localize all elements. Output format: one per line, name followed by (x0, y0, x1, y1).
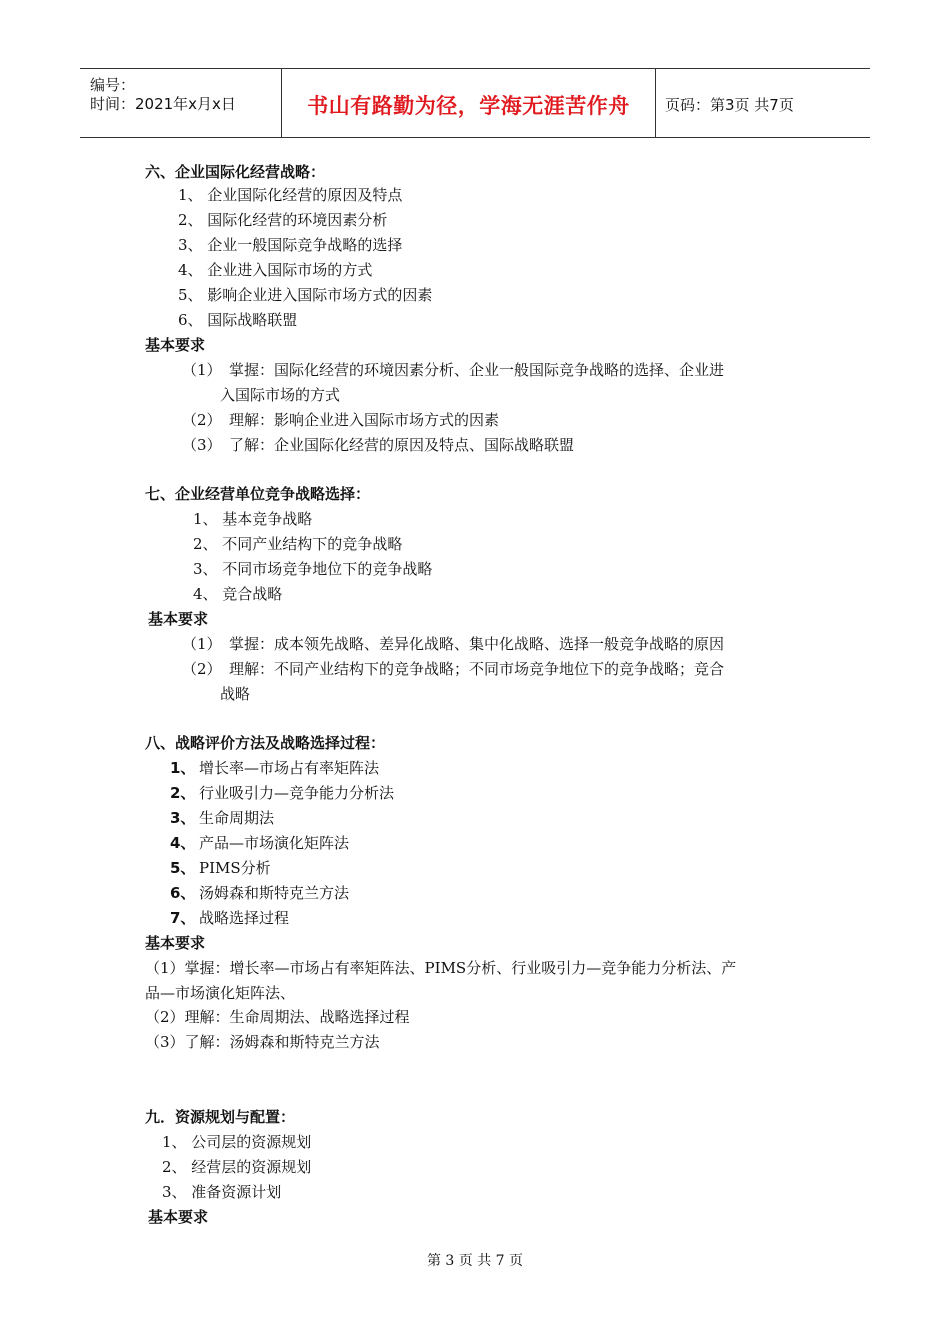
section-7-requirements-title: 基本要求 (148, 610, 209, 628)
list-number: 1、 (170, 759, 196, 777)
list-item: 汤姆森和斯特克兰方法 (199, 884, 350, 902)
section-7-title: 七、企业经营单位竞争战略选择： (145, 485, 371, 503)
list-number: 5、 (170, 859, 196, 877)
list-number: 7、 (170, 909, 196, 927)
list-number: 2、 (170, 784, 196, 802)
list-item: 1、 公司层的资源规划 (162, 1133, 312, 1151)
section-6-requirements-title: 基本要求 (145, 336, 206, 354)
list-item: 2、 不同产业结构下的竞争战略 (193, 535, 403, 553)
requirement-line: （1） 掌握：国际化经营的环境因素分析、企业一般国际竞争战略的选择、企业进 (182, 361, 725, 379)
list-item: 5、 影响企业进入国际市场方式的因素 (178, 286, 433, 304)
list-item: 增长率—市场占有率矩阵法 (199, 759, 380, 777)
motto: 书山有路勤为径，学海无涯苦作舟 (307, 94, 630, 118)
list-item: 4、 竞合战略 (193, 585, 283, 603)
requirement-line: （3）了解：汤姆森和斯特克兰方法 (145, 1033, 380, 1051)
list-item: 6、 国际战略联盟 (178, 311, 298, 329)
list-item: 3、 企业一般国际竞争战略的选择 (178, 236, 403, 254)
page-header (80, 68, 870, 138)
list-number: 4、 (170, 834, 196, 852)
header-motto-cell (281, 69, 656, 137)
list-item: PIMS分析 (199, 859, 271, 877)
section-8-title: 八、战略评价方法及战略选择过程： (145, 734, 386, 752)
requirement-line: （1） 掌握：成本领先战略、差异化战略、集中化战略、选择一般竞争战略的原因 (182, 635, 725, 653)
header-right-cell (655, 69, 870, 137)
number-label: 编号： (90, 76, 136, 94)
requirement-line: 战略 (220, 685, 251, 703)
page-info: 页码：第3页 共7页 (665, 96, 794, 114)
header-left-cell (80, 69, 281, 137)
list-item: 生命周期法 (199, 809, 275, 827)
section-6-title: 六、企业国际化经营战略： (145, 163, 326, 181)
requirement-line: 品—市场演化矩阵法、 (145, 984, 296, 1002)
time-label: 时间：2021年x月x日 (90, 95, 236, 113)
list-item: 3、 准备资源计划 (162, 1183, 282, 1201)
list-item: 1、 基本竞争战略 (193, 510, 313, 528)
requirement-line: 入国际市场的方式 (220, 386, 341, 404)
list-number: 6、 (170, 884, 196, 902)
list-item: 4、 企业进入国际市场的方式 (178, 261, 373, 279)
section-9-title: 九．资源规划与配置： (145, 1108, 296, 1126)
list-number: 3、 (170, 809, 196, 827)
list-item: 战略选择过程 (199, 909, 290, 927)
requirement-line: （1）掌握：增长率—市场占有率矩阵法、PIMS分析、行业吸引力—竞争能力分析法、产 (145, 959, 737, 977)
requirement-line: （2） 理解：影响企业进入国际市场方式的因素 (182, 411, 500, 429)
list-item: 2、 国际化经营的环境因素分析 (178, 211, 388, 229)
list-item: 行业吸引力—竞争能力分析法 (199, 784, 395, 802)
requirement-line: （3） 了解：企业国际化经营的原因及特点、国际战略联盟 (182, 436, 575, 454)
requirement-line: （2） 理解：不同产业结构下的竞争战略；不同市场竞争地位下的竞争战略；竞合 (182, 660, 725, 678)
list-item: 3、 不同市场竞争地位下的竞争战略 (193, 560, 433, 578)
section-8-requirements-title: 基本要求 (145, 934, 206, 952)
section-9-requirements-title: 基本要求 (148, 1208, 209, 1226)
list-item: 1、 企业国际化经营的原因及特点 (178, 186, 403, 204)
list-item: 2、 经营层的资源规划 (162, 1158, 312, 1176)
page-footer: 第 3 页 共 7 页 (426, 1253, 524, 1269)
list-item: 产品—市场演化矩阵法 (199, 834, 350, 852)
requirement-line: （2）理解：生命周期法、战略选择过程 (145, 1008, 410, 1026)
